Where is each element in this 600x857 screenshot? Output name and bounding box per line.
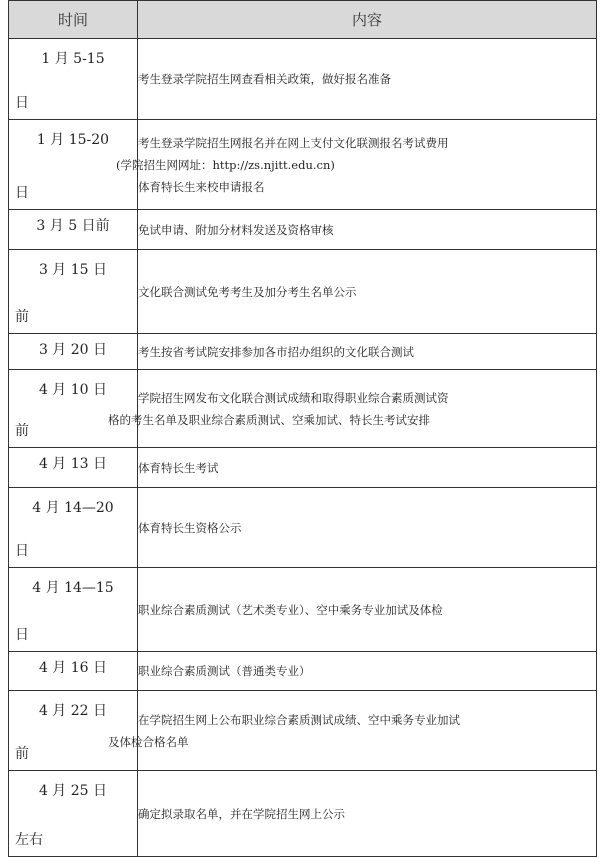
time-line: 日 [15, 543, 29, 559]
row-time [9, 691, 138, 771]
time-line: 3 月 5 日前 [36, 218, 110, 234]
header-content: 内容 [138, 1, 597, 39]
time-line: 4 月 22 日 [38, 703, 108, 719]
row-time [9, 120, 138, 210]
content-line: 考生登录学院招生网查看相关政策，做好报名准备 [138, 72, 391, 86]
header-time: 时间 [9, 1, 138, 39]
time-line: 1 月 15-20 [36, 132, 110, 148]
table-row [9, 771, 597, 857]
time-line: 4 月 10 日 [38, 382, 108, 398]
table-row [9, 250, 597, 334]
table-row [9, 448, 597, 488]
content-line: 学院招生网发布文化联合测试成绩和取得职业综合素质测试资 [138, 390, 449, 405]
time-line: 日 [15, 185, 29, 201]
time-line: 前 [15, 309, 29, 325]
row-time [9, 568, 138, 652]
row-content [138, 250, 597, 334]
row-content [138, 39, 597, 120]
table-row [9, 120, 597, 210]
content-line: 免试申请、附加分材料发送及资格审核 [138, 222, 334, 237]
row-content [138, 334, 597, 370]
row-content [116, 120, 597, 210]
table-row [9, 39, 597, 120]
time-line: 日 [15, 95, 29, 111]
content-line: 体育特长生资格公示 [138, 520, 242, 535]
time-line: 4 月 25 日 [38, 783, 108, 799]
content-line: 及体检合格名单 [108, 734, 189, 749]
table-row [9, 334, 597, 370]
content-line: (学院招生网网址：http://zs.njitt.edu.cn) [116, 157, 335, 172]
row-time [9, 210, 138, 250]
table-row [9, 488, 597, 568]
row-content [108, 691, 597, 771]
time-line: 4 月 14—15 [32, 580, 114, 596]
content-line: 文化联合测试免考考生及加分考生名单公示 [138, 284, 357, 299]
row-content [138, 771, 597, 857]
time-line: 4 月 14—20 [32, 500, 114, 516]
row-time [9, 250, 138, 334]
time-line: 4 月 13 日 [38, 456, 108, 472]
row-content [138, 448, 597, 488]
row-content [138, 568, 597, 652]
schedule-table [8, 0, 597, 857]
time-line: 前 [15, 746, 29, 762]
content-line: 职业综合素质测试（普通类专业） [138, 664, 311, 678]
table-row [9, 210, 597, 250]
row-content [138, 210, 597, 250]
time-line: 日 [15, 627, 29, 643]
table-header-row [9, 1, 597, 39]
table-row [9, 652, 597, 691]
row-time [9, 448, 138, 488]
time-line: 1 月 5-15 [41, 51, 105, 67]
row-time [9, 39, 138, 120]
table-row [9, 691, 597, 771]
table-row [9, 370, 597, 448]
row-content [138, 488, 597, 568]
content-line: 职业综合素质测试（艺术类专业）、空中乘务专业加试及体检 [138, 602, 443, 617]
row-time [9, 771, 138, 857]
content-line: 考生按省考试院安排参加各市招办组织的文化联合测试 [138, 344, 414, 359]
row-time [9, 334, 138, 370]
row-content [108, 370, 597, 448]
time-line: 3 月 15 日 [38, 262, 108, 278]
content-line: 确定拟录取名单，并在学院招生网上公示 [138, 806, 345, 821]
time-line: 左右 [15, 832, 43, 848]
time-line: 前 [15, 423, 29, 439]
table-row [9, 568, 597, 652]
time-line: 4 月 16 日 [38, 660, 108, 676]
content-line: 体育特长生来校申请报名 [138, 179, 265, 194]
row-content [138, 652, 597, 691]
content-line: 体育特长生考试 [138, 460, 219, 475]
content-line: 格的考生名单及职业综合素质测试、空乘加试、特长生考试安排 [108, 412, 430, 427]
content-line: 考生登录学院招生网报名并在网上支付文化联测报名考试费用 [138, 135, 449, 150]
row-time [9, 370, 138, 448]
time-line: 3 月 20 日 [38, 342, 108, 358]
row-time [9, 652, 138, 691]
content-line: 在学院招生网上公布职业综合素质测试成绩、空中乘务专业加试 [138, 712, 460, 727]
row-time [9, 488, 138, 568]
